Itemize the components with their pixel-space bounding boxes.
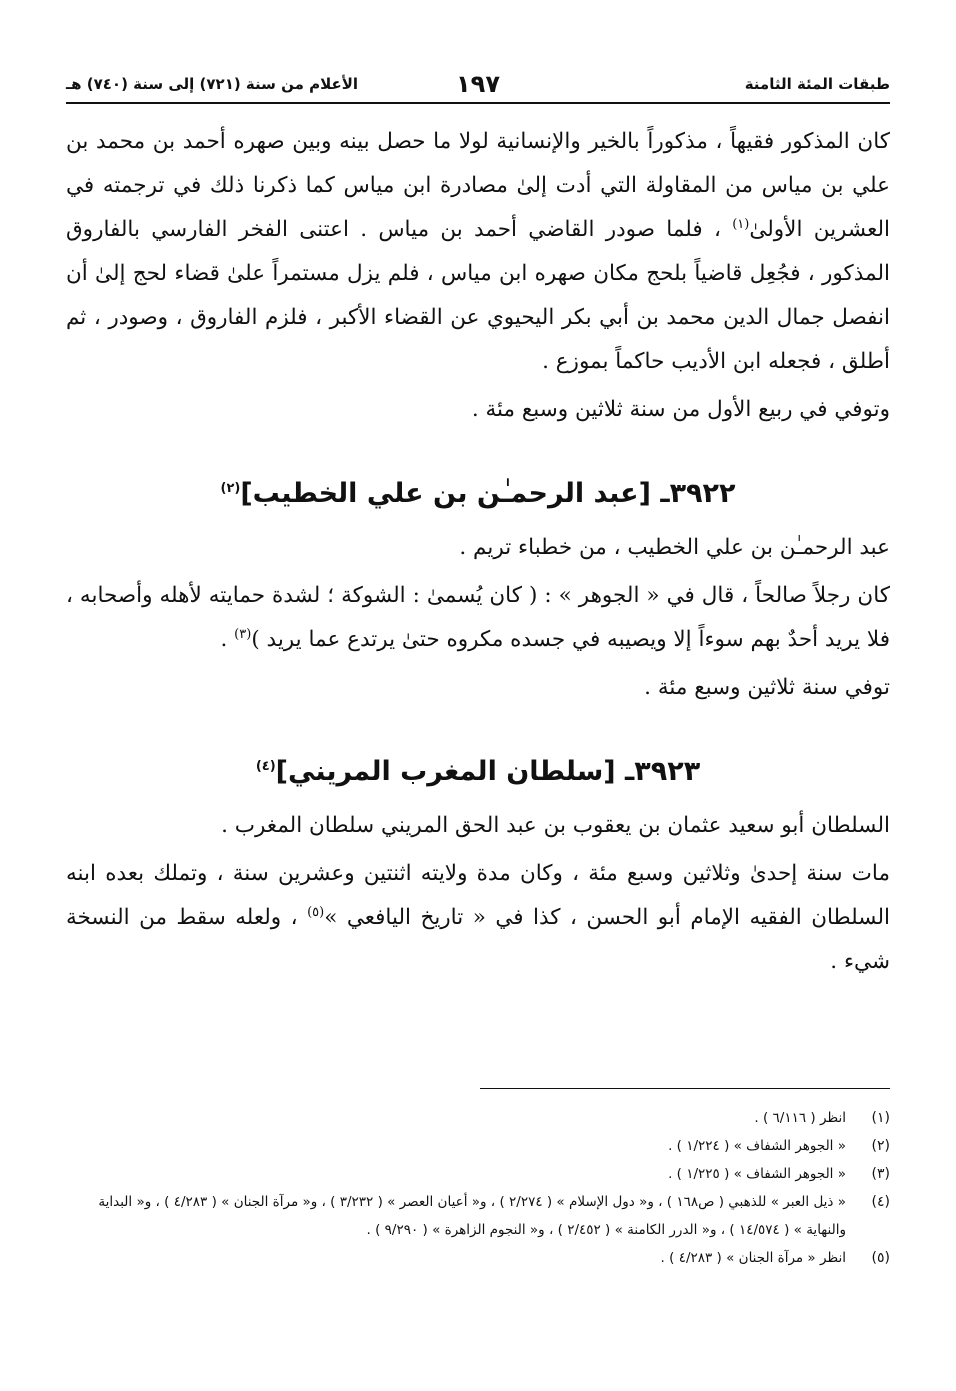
footnote-number: (١) <box>871 1110 890 1126</box>
footnote-item <box>66 1160 890 1188</box>
paragraph <box>66 574 890 662</box>
paragraph: وتوفي في ربيع الأول من سنة ثلاثين وسبع مئة . <box>471 397 890 422</box>
footnote-divider <box>480 1088 890 1089</box>
text-run: كان رجلاً صالحاً ، قال في « الجوهر » : ( كان يُسمىٰ : الشوكة ؛ لشدة حمايته لأهله وأصحابه ، فلا يريد أحدٌ بهم سوءاً إلا ويصيبه في جسده مكروه حتىٰ يرتدع عما يريد ) <box>66 583 890 652</box>
footnote-text: انظر « مرآة الجنان » ( ٤/٢٨٣ ) . <box>660 1250 846 1266</box>
text-run: كان المذكور فقيهاً ، مذكوراً بالخير والإنسانية لولا ما حصل بينه وبين صهره أحمد بن محمد بن علي بن مياس من المقاولة التي أدت إلىٰ مصادرة ابن مياس كما ذكرنا ذلك في ترجمته في العشرين الأولىٰ <box>66 129 890 242</box>
main-text <box>66 120 890 984</box>
heading-text: ٣٩٢٢ـ [عبد الرحمـٰن بن علي الخطيب] <box>240 478 736 509</box>
paragraph: السلطان أبو سعيد عثمان بن يعقوب بن عبد الحق المريني سلطان المغرب . <box>221 813 890 838</box>
footnote-item <box>66 1104 890 1132</box>
footnote-item <box>66 1132 890 1160</box>
paragraph: توفي سنة ثلاثين وسبع مئة . <box>644 675 890 700</box>
paragraph <box>66 852 890 984</box>
page-number: ١٩٧ <box>456 70 500 98</box>
text-run: ، فلما صودر القاضي أحمد بن مياس . اعتنى الفخر الفارسي بالفاروق المذكور ، فجُعِل قاضياً بلحج مكان صهره ابن مياس ، فلم يزل مستمراً علىٰ قضاء لحج إلىٰ أن انفصل جمال الدين محمد بن أبي بكر اليحيوي عن القضاء الأكبر ، فلزم الفاروق ، وصودر ، ثم أطلق ، فجعله ابن الأديب حاكماً بموزع . <box>66 217 890 374</box>
footnote-ref[interactable]: (٢) <box>220 481 241 496</box>
footnote-ref[interactable]: (٥) <box>307 904 325 920</box>
footnotes <box>66 1104 890 1272</box>
footnote-text: انظر ( ٦/١١٦ ) . <box>754 1110 846 1126</box>
footnote-ref[interactable]: (٤) <box>255 759 276 774</box>
header-book-title: طبقات المئة الثامنة <box>744 75 890 93</box>
footnote-number: (٤) <box>871 1194 890 1210</box>
footnote-number: (٢) <box>871 1138 890 1154</box>
text-run: . <box>220 627 235 652</box>
text-run: مات سنة إحدىٰ وثلاثين وسبع مئة ، وكان مدة ولايته اثنتين وعشرين سنة ، وتملك بعده ابنه السلطان الفقيه الإمام أبو الحسن ، كذا في « تاريخ اليافعي » <box>66 861 891 930</box>
footnote-text: « الجوهر الشفاف » ( ١/٢٢٥ ) . <box>668 1166 846 1182</box>
footnote-ref[interactable]: (١) <box>732 216 750 232</box>
entry-heading <box>66 474 890 514</box>
footnote-text: « الجوهر الشفاف » ( ١/٢٢٤ ) . <box>668 1138 846 1154</box>
footnote-number: (٥) <box>871 1250 890 1266</box>
heading-text: ٣٩٢٣ـ [سلطان المغرب المريني] <box>275 756 701 787</box>
footnote-number: (٣) <box>871 1166 890 1182</box>
running-header <box>66 66 890 104</box>
paragraph <box>66 120 890 384</box>
entry-heading <box>66 752 890 792</box>
paragraph: عبد الرحمـٰن بن علي الخطيب ، من خطباء تريم . <box>459 535 890 560</box>
footnote-item <box>66 1244 890 1272</box>
text-run: ، ولعله سقط من النسخة شيء . <box>66 905 890 974</box>
header-range-title: الأعلام من سنة (٧٢١) إلى سنة (٧٤٠) هـ <box>66 75 359 93</box>
footnote-item <box>66 1188 890 1244</box>
footnote-ref[interactable]: (٣) <box>234 626 252 642</box>
footnote-text: « ذيل العبر » للذهبي ( ص١٦٨ ) ، و« دول الإسلام » ( ٢/٢٧٤ ) ، و« أعيان العصر » ( ٣/٢٣٢ ) ، و« مرآة الجنان » ( ٤/٢٨٣ ) ، و« البداية والنهاية » ( ١٤/٥٧٤ ) ، و« الدرر الكامنة » ( ٢/٤٥٢ ) ، و« النجوم الزاهرة » ( ٩/٢٩٠ ) . <box>98 1194 846 1238</box>
